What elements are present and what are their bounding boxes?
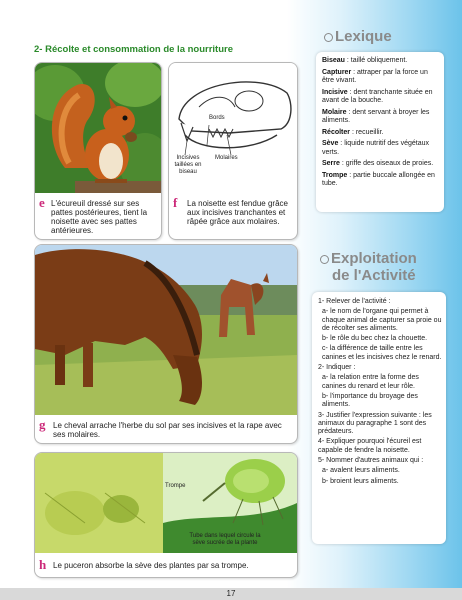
label-tube: Tube dans lequel circule la sève sucrée de la plante xyxy=(189,533,261,546)
lexique-term: Biseau xyxy=(322,57,345,64)
card-caption-f: La noisette est fendue grâce aux incisives tranchantes et râpée grâce aux molaires. xyxy=(187,199,288,226)
circle-bullet-icon xyxy=(324,33,333,42)
lexique-definition: : partie buccale allongée en tube. xyxy=(322,171,435,187)
exploitation-item: 5- Nommer d'autres animaux qui : xyxy=(318,457,424,465)
exploitation-heading xyxy=(320,250,417,284)
lexique-entry xyxy=(322,172,440,189)
card-caption-g: Le cheval arrache l'herbe du sol par ses incisives et la rape avec ses molaires. xyxy=(53,421,282,439)
exploitation-subitem: c- la différence de taille entre les canines et les incisives chez le renard. xyxy=(322,345,442,361)
exploitation-subitem: a- le nom de l'organe qui permet à chaque animal de capturer sa proie ou de récolter ses aliments. xyxy=(322,308,442,332)
exploitation-subitem: b- l'importance du broyage des aliments. xyxy=(322,392,418,409)
lexique-entry xyxy=(322,160,440,169)
lexique-definition: : taillé obliquement. xyxy=(344,57,408,64)
page-number: 17 xyxy=(0,588,462,600)
lexique-entry xyxy=(322,140,440,157)
card-skull xyxy=(168,62,298,240)
lexique-definition: : dent servant à broyer les aliments. xyxy=(322,108,430,124)
card-aphid xyxy=(34,452,298,578)
exploitation-subitem: b- broient leurs aliments. xyxy=(322,477,399,485)
lexique-list xyxy=(316,57,444,189)
exploitation-item: 4- Expliquer pourquoi l'écureil est capable de fendre la noisette. xyxy=(318,438,422,454)
card-caption-h: Le puceron absorbe la sève des plantes par sa trompe. xyxy=(53,561,249,570)
lexique-entry xyxy=(322,109,440,126)
squirrel-photo xyxy=(35,63,161,193)
lexique-term: Trompe xyxy=(322,171,348,179)
exploitation-item: 2- Indiquer : xyxy=(318,364,356,372)
exploitation-subitem: a- avalent leurs aliments. xyxy=(322,467,400,475)
exploitation-box xyxy=(312,292,446,544)
lexique-term: Capturer xyxy=(322,68,352,76)
card-letter-g: g xyxy=(39,417,46,432)
exploitation-item: 1- Relever de l'activité : xyxy=(318,298,391,305)
card-horses xyxy=(34,244,298,444)
lexique-definition: : griffe des oiseaux de proies. xyxy=(339,160,434,167)
label-bords: Bords xyxy=(209,115,225,121)
label-molaires: Molaires xyxy=(215,155,238,161)
lexique-term: Molaire xyxy=(322,108,347,116)
card-letter-f: f xyxy=(173,195,178,210)
section-title: 2- Récolte et consommation de la nourriture xyxy=(34,44,234,55)
lexique-entry xyxy=(322,57,440,66)
lexique-entry xyxy=(322,129,440,138)
exploitation-subitem: a- la relation entre la forme des canines du renard et leur rôle. xyxy=(322,374,419,390)
card-letter-e: e xyxy=(39,195,45,210)
lexique-entry xyxy=(322,69,440,86)
lexique-term: Sève xyxy=(322,140,339,147)
lexique-definition: : liquide nutritif des végétaux verts. xyxy=(322,140,430,156)
lexique-definition: : recueillir. xyxy=(350,128,384,136)
exploitation-list xyxy=(312,298,446,486)
circle-bullet-icon xyxy=(320,255,329,264)
lexique-heading xyxy=(324,28,392,45)
lexique-entry xyxy=(322,89,440,106)
exploitation-item: 3- Justifier l'expression suivante : les animaux du paragraphe 1 sont des prédateurs. xyxy=(318,411,432,436)
lexique-term: Récolter xyxy=(322,128,351,136)
lexique-title: Lexique xyxy=(335,28,392,45)
lexique-definition: : attraper par la force un être vivant. xyxy=(322,68,428,84)
exploitation-title-line1: Exploitation xyxy=(331,250,417,267)
lexique-term: Incisive xyxy=(322,88,348,96)
lexique-definition: : dent tranchante située en avant de la bouche. xyxy=(322,88,433,104)
exploitation-title-line2: de l'Activité xyxy=(332,267,416,284)
card-squirrel xyxy=(34,62,162,240)
aphid-photo-left xyxy=(35,453,163,553)
label-trompe: Trompe xyxy=(165,483,186,489)
exploitation-subitem: b- le rôle du bec chez la chouette. xyxy=(322,335,428,343)
lexique-box xyxy=(316,52,444,212)
label-incisives: Incisives taillées en biseau xyxy=(174,155,202,175)
card-caption-e: L'écureuil dressé sur ses pattes postérieures, tient la noisette avec ses pattes antérieures. xyxy=(51,199,148,235)
lexique-term: Serre xyxy=(322,160,340,167)
horses-photo xyxy=(35,245,297,415)
card-letter-h: h xyxy=(39,557,47,572)
